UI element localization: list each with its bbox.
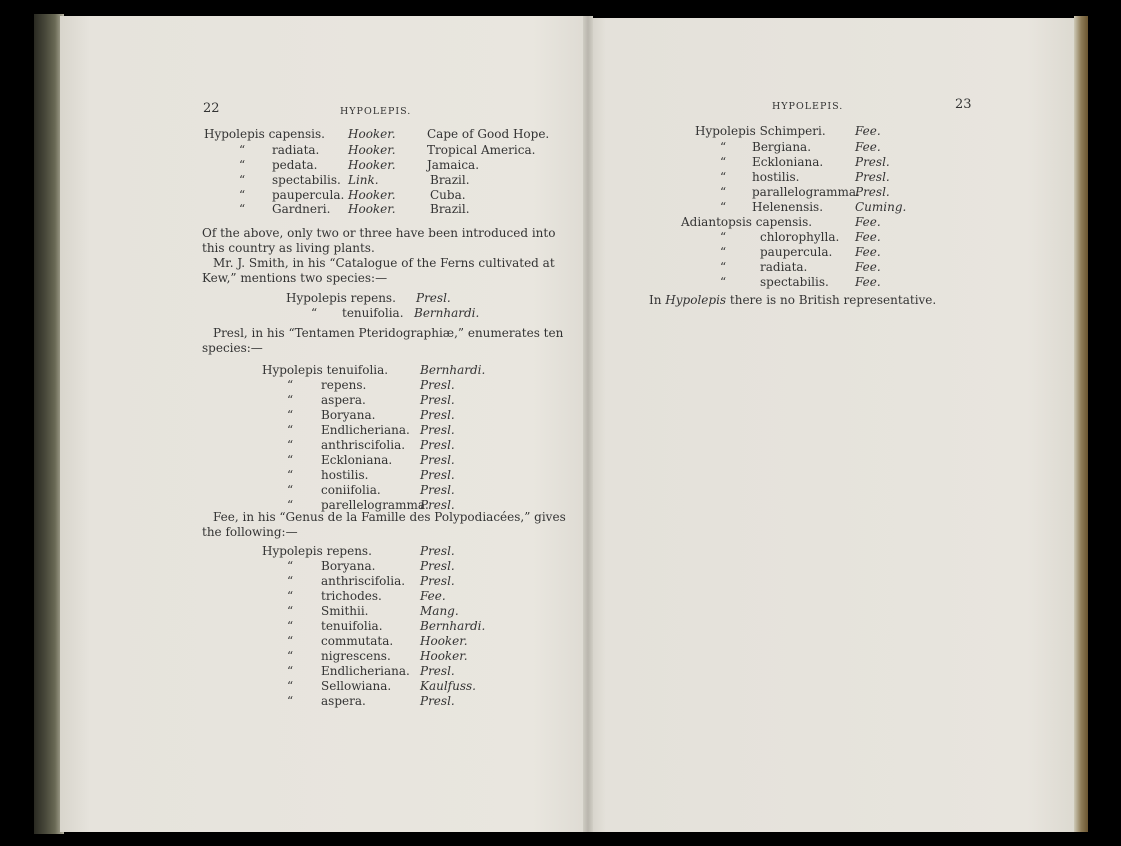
ditto-mark: “ — [287, 378, 294, 392]
ditto-mark: “ — [287, 589, 294, 603]
table-cell: repens. — [321, 378, 367, 392]
ditto-mark: “ — [720, 170, 727, 184]
table-cell: Boryana. — [321, 559, 376, 573]
table-cell: Bernhardi. — [420, 619, 486, 633]
closing-genus: Hypolepis — [665, 293, 727, 307]
table-cell: parallelogramma. — [752, 185, 860, 199]
text-line: Presl, in his “Tentamen Pteridographiæ,” enumerates ten — [213, 326, 564, 340]
table-cell: anthriscifolia. — [321, 574, 406, 588]
paragraph-smith-catalogue — [202, 256, 555, 286]
right-page — [588, 18, 1076, 832]
ditto-mark: “ — [287, 468, 294, 482]
table-cell: Fee. — [855, 215, 881, 229]
page-number-right: 23 — [955, 97, 972, 112]
table-cell: Bernhardi. — [420, 363, 486, 377]
closing-sentence — [649, 293, 936, 308]
table-cell: hostilis. — [321, 468, 369, 482]
table-cell: paupercula. — [760, 245, 833, 259]
table-cell: Hooker. — [420, 649, 468, 663]
table-cell: Presl. — [420, 453, 455, 467]
table-cell: aspera. — [321, 694, 366, 708]
paragraph-fee-genus — [202, 510, 566, 540]
ditto-mark: “ — [287, 483, 294, 497]
ditto-mark: “ — [287, 393, 294, 407]
page-number-left: 22 — [203, 101, 220, 116]
table-cell: hostilis. — [752, 170, 800, 184]
table-cell: Eckloniana. — [752, 155, 824, 169]
paragraph-introduced — [202, 226, 556, 256]
table-cell: Presl. — [420, 664, 455, 678]
ditto-mark: “ — [287, 664, 294, 678]
ditto-mark: “ — [720, 260, 727, 274]
table-cell: Link. — [348, 173, 379, 187]
paragraph-presl-tentamen — [202, 326, 564, 356]
table-cell: Brazil. — [430, 173, 470, 187]
table-cell: Tropical America. — [427, 143, 536, 157]
table-cell: chlorophylla. — [760, 230, 840, 244]
table-cell: Fee. — [420, 589, 446, 603]
table-cell: Cape of Good Hope. — [427, 127, 550, 141]
ditto-mark: “ — [239, 158, 246, 172]
table-cell: Brazil. — [430, 202, 470, 216]
closing-prefix: In — [649, 293, 662, 307]
ditto-mark: “ — [287, 619, 294, 633]
table-cell: Fee. — [855, 245, 881, 259]
text-line: Kew,” mentions two species:— — [202, 271, 388, 285]
table-cell: Presl. — [855, 170, 890, 184]
table-cell: radiata. — [760, 260, 808, 274]
ditto-mark: “ — [287, 574, 294, 588]
closing-suffix: there is no British representative. — [729, 293, 937, 307]
table-cell: Hooker. — [420, 634, 468, 648]
table-cell: Fee. — [855, 140, 881, 154]
table-cell: Presl. — [420, 544, 455, 558]
ditto-mark: “ — [239, 173, 246, 187]
ditto-mark: “ — [720, 230, 727, 244]
table-cell: Eckloniana. — [321, 453, 393, 467]
table-cell: coniifolia. — [321, 483, 381, 497]
table-cell: spectabilis. — [760, 275, 829, 289]
ditto-mark: “ — [239, 202, 246, 216]
table-cell: Kaulfuss. — [420, 679, 476, 693]
table-cell: Hypolepis tenuifolia. — [262, 363, 389, 377]
ditto-mark: “ — [287, 694, 294, 708]
text-line: species:— — [202, 341, 263, 355]
ditto-mark: “ — [287, 679, 294, 693]
table-cell: aspera. — [321, 393, 366, 407]
text-line: Mr. J. Smith, in his “Catalogue of the Ferns cultivated at — [213, 256, 555, 270]
table-cell: Presl. — [420, 574, 455, 588]
table-cell: Hooker. — [348, 202, 396, 216]
table-cell: Fee. — [855, 124, 881, 138]
table-cell: Hooker. — [348, 158, 396, 172]
ditto-mark: “ — [720, 185, 727, 199]
table-cell: Cuba. — [430, 188, 466, 202]
table-cell: parellelogramma. — [321, 498, 429, 512]
table-cell: Presl. — [420, 438, 455, 452]
table-cell: Presl. — [420, 498, 455, 512]
table-cell: Bergiana. — [752, 140, 812, 154]
table-cell: Presl. — [420, 559, 455, 573]
table-cell: tenuifolia. — [321, 619, 383, 633]
table-cell: Presl. — [420, 468, 455, 482]
table-cell: Presl. — [420, 483, 455, 497]
table-cell: Hypolepis repens. — [286, 291, 396, 305]
ditto-mark: “ — [287, 408, 294, 422]
table-cell: tenuifolia. — [342, 306, 404, 320]
table-cell: pedata. — [272, 158, 318, 172]
table-cell: Hooker. — [348, 188, 396, 202]
table-cell: Presl. — [420, 694, 455, 708]
running-head-right: HYPOLEPIS. — [772, 101, 844, 112]
ditto-mark: “ — [287, 438, 294, 452]
table-cell: Presl. — [420, 408, 455, 422]
table-cell: Helenensis. — [752, 200, 824, 214]
text-line: Of the above, only two or three have been introduced into — [202, 226, 556, 240]
text-line: this country as living plants. — [202, 241, 375, 255]
ditto-mark: “ — [720, 155, 727, 169]
ditto-mark: “ — [287, 604, 294, 618]
table-cell: Hypolepis Schimperi. — [695, 124, 826, 138]
ditto-mark: “ — [239, 143, 246, 157]
table-cell: Bernhardi. — [414, 306, 480, 320]
ditto-mark: “ — [311, 306, 318, 320]
ditto-mark: “ — [287, 453, 294, 467]
table-cell: Presl. — [855, 155, 890, 169]
table-cell: Cuming. — [855, 200, 907, 214]
table-cell: Endlicheriana. — [321, 664, 410, 678]
ditto-mark: “ — [287, 559, 294, 573]
table-cell: Hypolepis capensis. — [204, 127, 325, 141]
ditto-mark: “ — [287, 423, 294, 437]
table-cell: Hooker. — [348, 143, 396, 157]
table-cell: commutata. — [321, 634, 394, 648]
ditto-mark: “ — [720, 245, 727, 259]
table-cell: anthriscifolia. — [321, 438, 406, 452]
ditto-mark: “ — [287, 649, 294, 663]
text-line: Fee, in his “Genus de la Famille des Polypodiacées,” gives — [213, 510, 566, 524]
ditto-mark: “ — [720, 200, 727, 214]
table-cell: Mang. — [420, 604, 459, 618]
table-cell: Adiantopsis capensis. — [681, 215, 813, 229]
book-edge-right — [1074, 16, 1088, 832]
running-head-left: HYPOLEPIS. — [340, 106, 412, 117]
table-cell: Fee. — [855, 275, 881, 289]
ditto-mark: “ — [239, 188, 246, 202]
table-cell: Smithii. — [321, 604, 369, 618]
table-cell: Sellowiana. — [321, 679, 392, 693]
ditto-mark: “ — [720, 140, 727, 154]
table-cell: Boryana. — [321, 408, 376, 422]
book-gutter — [583, 16, 593, 832]
table-cell: Fee. — [855, 260, 881, 274]
table-cell: spectabilis. — [272, 173, 341, 187]
table-cell: Hooker. — [348, 127, 396, 141]
text-line: the following:— — [202, 525, 298, 539]
table-cell: Presl. — [420, 378, 455, 392]
table-cell: Presl. — [420, 393, 455, 407]
table-cell: Gardneri. — [272, 202, 331, 216]
table-cell: Hypolepis repens. — [262, 544, 372, 558]
ditto-mark: “ — [720, 275, 727, 289]
table-cell: Presl. — [420, 423, 455, 437]
table-cell: Presl. — [416, 291, 451, 305]
table-cell: Endlicheriana. — [321, 423, 410, 437]
table-cell: Jamaica. — [427, 158, 480, 172]
ditto-mark: “ — [287, 498, 294, 512]
ditto-mark: “ — [287, 634, 294, 648]
table-cell: trichodes. — [321, 589, 382, 603]
table-cell: nigrescens. — [321, 649, 391, 663]
table-cell: Fee. — [855, 230, 881, 244]
table-cell: Presl. — [855, 185, 890, 199]
table-cell: radiata. — [272, 143, 320, 157]
table-cell: paupercula. — [272, 188, 345, 202]
